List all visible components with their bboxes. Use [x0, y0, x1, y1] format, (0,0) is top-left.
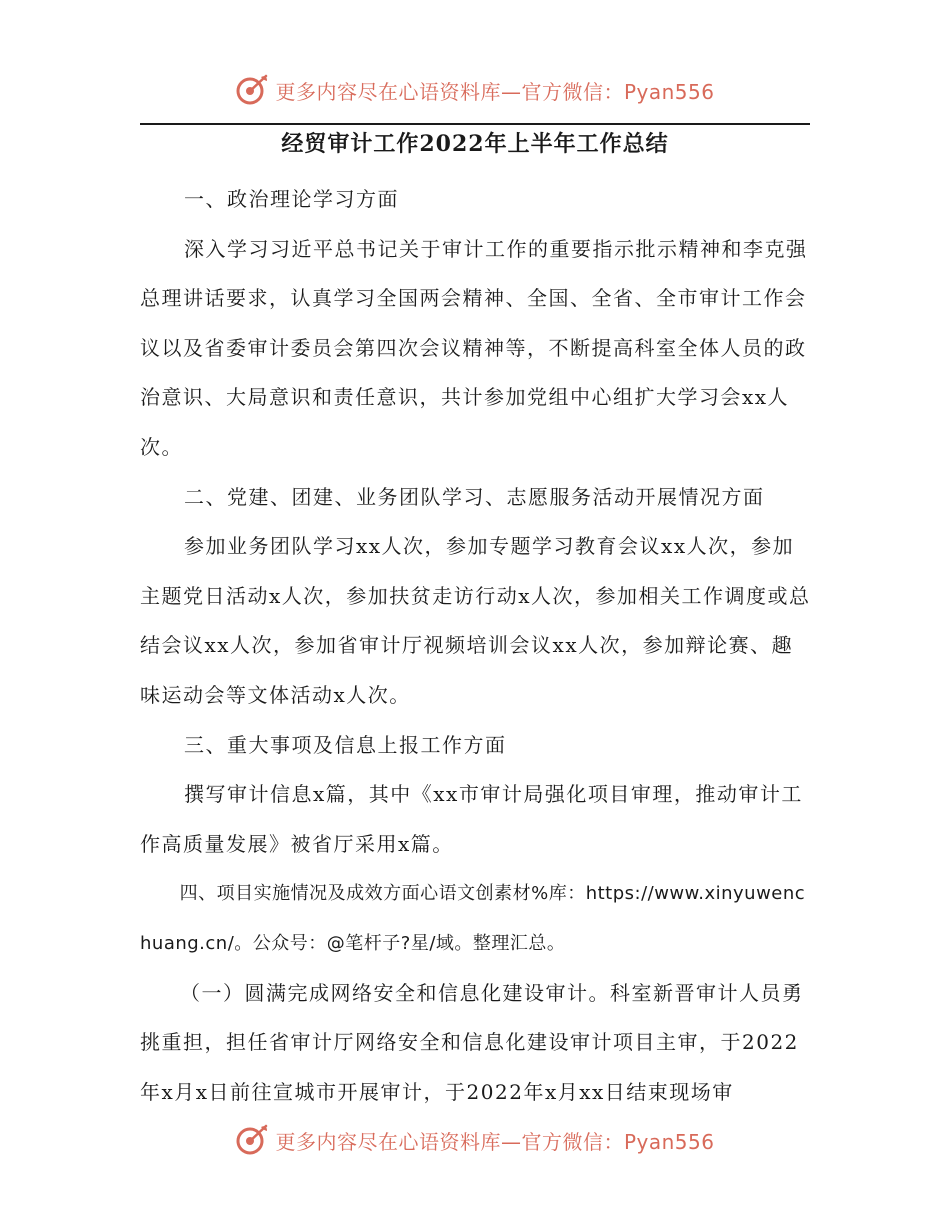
paragraph-2: 参加业务团队学习xx人次，参加专题学习教育会议xx人次，参加主题党日活动x人次，参加扶贫走访行动x人次，参加相关工作调度或总结会议xx人次，参加省审计厅视频培训会议xx人次，参加辩论赛、趣味运动会等文体活动x人次。 — [140, 534, 811, 707]
paragraph-3: 撰写审计信息x篇，其中《xx市审计局强化项目审理，推动审计工作高质量发展》被省厅采用x篇。 — [140, 782, 803, 856]
section-heading-1: 一、政治理论学习方面 — [184, 187, 399, 211]
section-heading-2: 二、党建、团建、业务团队学习、志愿服务活动开展情况方面 — [184, 484, 765, 509]
watermark-text: 更多内容尽在心语资料库—官方微信：Pyan556 — [275, 1129, 715, 1154]
quill-logo-icon — [235, 1123, 269, 1157]
watermark-text: 更多内容尽在心语资料库—官方微信：Pyan556 — [275, 79, 715, 104]
paragraph-1: 深入学习习近平总书记关于审计工作的重要指示批示精神和李克强总理讲话要求，认真学习全国两会精神、全国、全省、全市审计工作会议以及省委审计委员会第四次会议精神等，不断提高科室全体人员的政治意识、大局意识和责任意识，共计参加党组中心组扩大学习会xx人次。 — [140, 236, 808, 459]
paragraph-4: （一）圆满完成网络安全和信息化建设审计。科室新晋审计人员勇挑重担，担任省审计厅网络安全和信息化建设审计项目主审，于2022年x月x日前往宣城市开展审计，于2022年x月xx日结束现场审 — [140, 980, 804, 1104]
watermark-banner-top — [0, 70, 950, 110]
document-body — [140, 175, 812, 1117]
watermark-banner-bottom — [0, 1120, 950, 1160]
quill-logo-icon — [235, 73, 269, 107]
section-heading-3: 三、重大事项及信息上报工作方面 — [184, 732, 507, 757]
section-heading-4: 四、项目实施情况及成效方面心语文创素材%库：https://www.xinyuwenchuang.cn/。公众号：@笔杆子?星/域。整理汇总。 — [140, 883, 806, 954]
header-rule — [140, 123, 810, 125]
document-title: 经贸审计工作2022年上半年工作总结 — [281, 131, 669, 157]
